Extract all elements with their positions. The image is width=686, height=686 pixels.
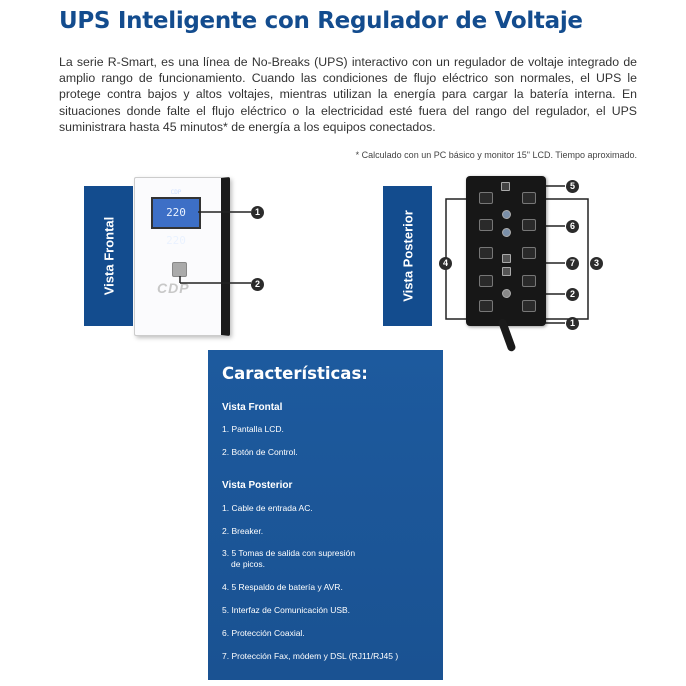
callout-rear-7: 7	[566, 257, 579, 270]
coax-port-1	[502, 210, 511, 219]
lcd-screen	[151, 189, 201, 247]
feature-item: 1. Cable de entrada AC.	[222, 503, 313, 513]
outlet-left-5	[479, 300, 493, 312]
outlet-left-4	[479, 275, 493, 287]
features-panel	[208, 350, 443, 680]
feature-item: 4. 5 Respaldo de batería y AVR.	[222, 582, 343, 592]
rear-view-label: Vista Posterior	[400, 210, 415, 302]
lcd-top-text: CDP	[170, 189, 182, 196]
rj-port-2	[502, 267, 511, 276]
control-button-graphic	[172, 262, 187, 277]
callout-front-2: 2	[251, 278, 264, 291]
outlet-right-4	[522, 275, 536, 287]
lcd-readout: 220 220	[166, 206, 186, 247]
page-title: UPS Inteligente con Regulador de Voltaje	[59, 8, 583, 34]
outlet-left-2	[479, 219, 493, 231]
feature-item: 2. Botón de Control.	[222, 447, 298, 457]
feature-item: 3. 5 Tomas de salida con supresión	[222, 548, 356, 558]
breaker-graphic	[502, 289, 511, 298]
callout-rear-6: 6	[566, 220, 579, 233]
callout-rear-5: 5	[566, 180, 579, 193]
features-heading: Características:	[222, 364, 368, 383]
feature-item: 6. Protección Coaxial.	[222, 628, 305, 638]
front-view-label: Vista Frontal	[101, 216, 116, 296]
outlet-right-5	[522, 300, 536, 312]
outlet-right-3	[522, 247, 536, 259]
coax-port-2	[502, 228, 511, 237]
callout-rear-2: 2	[566, 288, 579, 301]
callout-rear-4: 4	[439, 257, 452, 270]
feature-item: 1. Pantalla LCD.	[222, 424, 284, 434]
usb-port	[501, 182, 510, 191]
callout-front-1: 1	[251, 206, 264, 219]
footnote: * Calculado con un PC básico y monitor 15" LCD. Tiempo aproximado.	[355, 150, 637, 160]
intro-paragraph: La serie R-Smart, es una línea de No-Breaks (UPS) interactivo con un regulador de voltaje integrado de amplio rango de funcionamiento. Cuando las condiciones de flujo eléctrico son normales, el UPS le protege contra bajos y altos voltajes, mientras utilizan la energía para cargar la batería interna. En situaciones donde falte el flujo eléctrico o la electricidad esté fuera del rango del regulador, el UPS suministrara hasta 45 minutos* de energía a los equipos conectados.	[59, 55, 637, 134]
outlet-left-3	[479, 247, 493, 259]
feature-item: 5. Interfaz de Comunicación USB.	[222, 605, 351, 615]
feature-item: 7. Protección Fax, módem y DSL (RJ11/RJ45 )	[222, 651, 399, 661]
callout-rear-3: 3	[590, 257, 603, 270]
feature-item: 2. Breaker.	[222, 526, 264, 536]
feature-item: de picos.	[231, 559, 266, 569]
features-front-title: Vista Frontal	[222, 402, 283, 413]
outlet-left-1	[479, 192, 493, 204]
features-rear-title: Vista Posterior	[222, 480, 293, 491]
ups-front-image	[134, 177, 230, 336]
outlet-right-1	[522, 192, 536, 204]
ups-rear-image	[466, 176, 546, 326]
callout-rear-1: 1	[566, 317, 579, 330]
front-view-banner	[84, 186, 133, 326]
rear-view-banner	[383, 186, 432, 326]
brand-logo: CDP	[157, 280, 190, 296]
outlet-right-2	[522, 219, 536, 231]
rj-port-1	[502, 254, 511, 263]
